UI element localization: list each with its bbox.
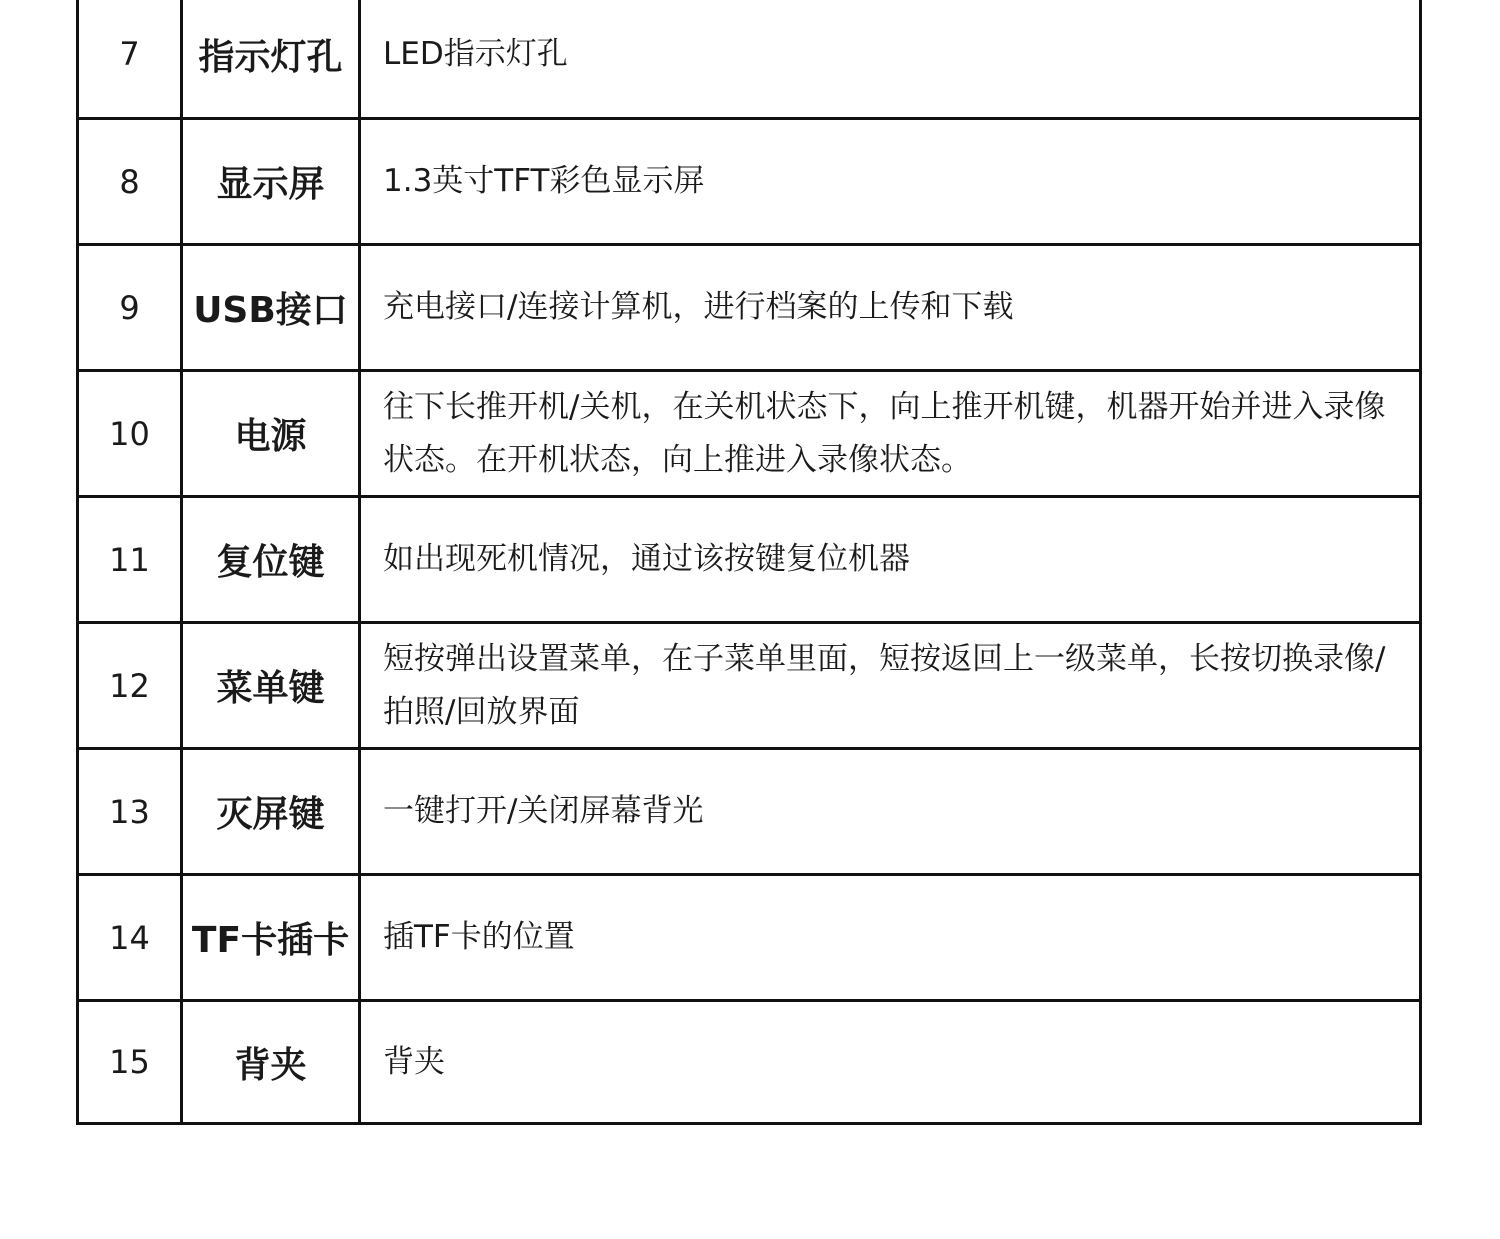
item-name: 菜单键 xyxy=(182,623,360,749)
item-description: 充电接口/连接计算机，进行档案的上传和下载 xyxy=(360,245,1421,371)
item-name: 指示灯孔 xyxy=(182,0,360,119)
item-number: 13 xyxy=(78,749,182,875)
item-number: 7 xyxy=(78,0,182,119)
table-row xyxy=(78,623,1421,749)
item-name: 显示屏 xyxy=(182,119,360,245)
item-description: 插TF卡的位置 xyxy=(360,875,1421,1001)
item-description: 往下长推开机/关机，在关机状态下，向上推开机键，机器开始并进入录像状态。在开机状态，向上推进入录像状态。 xyxy=(360,371,1421,497)
table-row xyxy=(78,1001,1421,1124)
item-description: LED指示灯孔 xyxy=(360,0,1421,119)
item-number: 14 xyxy=(78,875,182,1001)
table-row xyxy=(78,497,1421,623)
item-number: 8 xyxy=(78,119,182,245)
item-name: USB接口 xyxy=(182,245,360,371)
item-description: 一键打开/关闭屏幕背光 xyxy=(360,749,1421,875)
item-description: 背夹 xyxy=(360,1001,1421,1124)
item-number: 15 xyxy=(78,1001,182,1124)
item-name: TF卡插卡 xyxy=(182,875,360,1001)
table-row xyxy=(78,245,1421,371)
item-description: 如出现死机情况，通过该按键复位机器 xyxy=(360,497,1421,623)
item-description: 1.3英寸TFT彩色显示屏 xyxy=(360,119,1421,245)
item-name: 电源 xyxy=(182,371,360,497)
item-name: 复位键 xyxy=(182,497,360,623)
item-number: 9 xyxy=(78,245,182,371)
table-row xyxy=(78,119,1421,245)
item-name: 灭屏键 xyxy=(182,749,360,875)
item-description: 短按弹出设置菜单，在子菜单里面，短按返回上一级菜单，长按切换录像/拍照/回放界面 xyxy=(360,623,1421,749)
item-number: 10 xyxy=(78,371,182,497)
table-row xyxy=(78,875,1421,1001)
spec-table xyxy=(76,0,1422,1125)
item-name: 背夹 xyxy=(182,1001,360,1124)
item-number: 12 xyxy=(78,623,182,749)
table-row xyxy=(78,749,1421,875)
table-row xyxy=(78,371,1421,497)
table-row xyxy=(78,0,1421,119)
item-number: 11 xyxy=(78,497,182,623)
